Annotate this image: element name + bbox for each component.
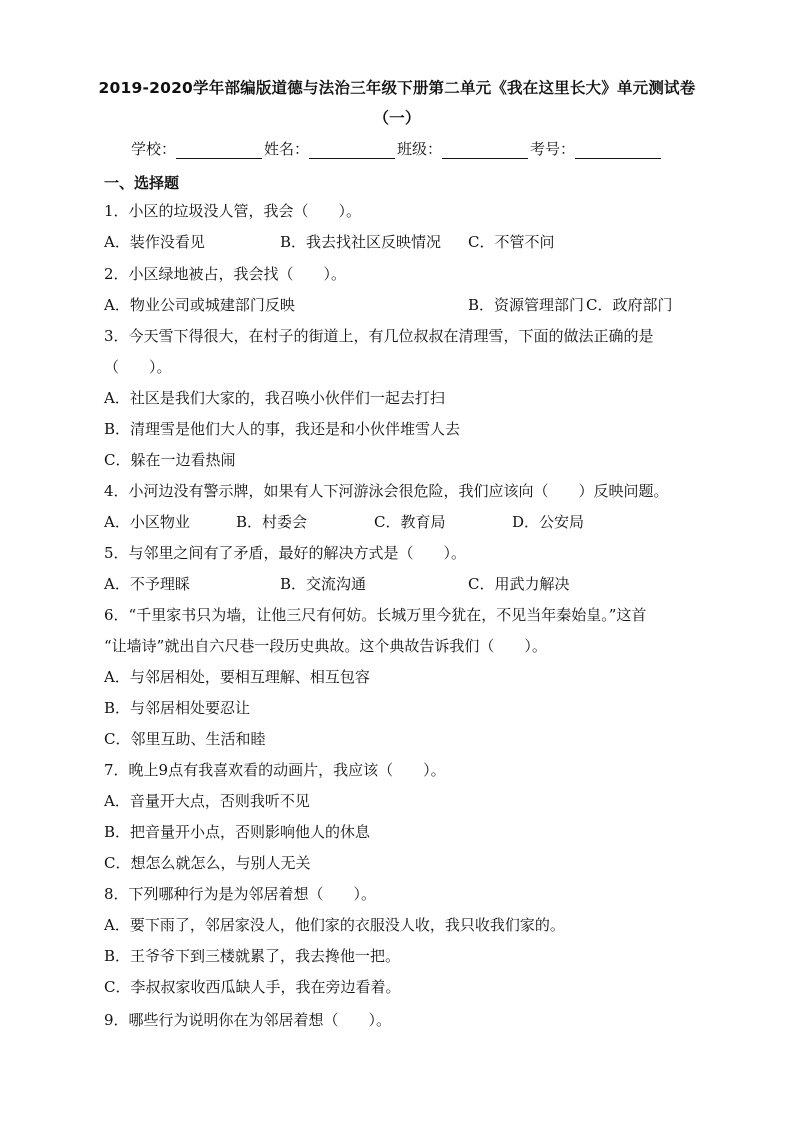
question-8-option-b: B．王爷爷下到三楼就累了，我去搀他一把。	[104, 947, 401, 965]
option-c: C．教育局	[374, 513, 446, 531]
question-1-options	[104, 231, 704, 253]
option-c: C．不管不问	[468, 233, 555, 251]
option-a: A．装作没看见	[104, 233, 205, 251]
question-7: 7．晚上9点有我喜欢看的动画片，我应该（ ）。	[104, 761, 446, 779]
option-a: A．不予理睬	[104, 575, 190, 593]
question-2-options	[104, 294, 704, 316]
school-blank	[176, 143, 262, 159]
question-8: 8．下列哪种行为是为邻居着想（ ）。	[104, 885, 377, 903]
exam-number-blank	[575, 143, 661, 159]
question-6-option-c: C．邻里互助、生活和睦	[104, 730, 266, 748]
question-2: 2．小区绿地被占，我会找（ ）。	[104, 265, 347, 283]
question-6-option-a: A．与邻居相处，要相互理解、相互包容	[104, 668, 370, 686]
question-4-options	[104, 511, 704, 533]
question-7-option-a: A．音量开大点，否则我听不见	[104, 792, 310, 810]
option-b: B．村委会	[236, 513, 308, 531]
question-3-option-a: A．社区是我们大家的，我召唤小伙伴们一起去打扫	[104, 389, 445, 407]
option-c: C．政府部门	[586, 296, 673, 314]
class-field: 班级：	[397, 138, 530, 159]
student-info-row	[0, 138, 794, 159]
question-4: 4．小河边没有警示牌，如果有人下河游泳会很危险，我们应该向（ ）反映问题。	[104, 482, 669, 500]
question-3-option-b: B．清理雪是他们大人的事，我还是和小伙伴堆雪人去	[104, 420, 461, 438]
option-b: B．交流沟通	[280, 575, 367, 593]
question-3-cont: （ ）。	[104, 358, 172, 376]
question-3: 3．今天雪下得很大，在村子的街道上，有几位叔叔在清理雪，下面的做法正确的是	[104, 327, 654, 345]
question-1: 1．小区的垃圾没人管，我会（ ）。	[104, 202, 362, 220]
question-9: 9．哪些行为说明你在为邻居着想（ ）。	[104, 1011, 392, 1029]
question-8-option-c: C．李叔叔家收西瓜缺人手，我在旁边看着。	[104, 978, 401, 996]
question-3-option-c: C．躲在一边看热闹	[104, 451, 236, 469]
section-title: 一、选择题	[104, 174, 180, 192]
question-6-option-b: B．与邻居相处要忍让	[104, 699, 251, 717]
class-blank	[442, 143, 528, 159]
name-blank	[309, 143, 395, 159]
option-b: B．资源管理部门	[468, 296, 585, 314]
exam-title: 2019-2020学年部编版道德与法治三年级下册第二单元《我在这里长大》单元测试卷	[98, 79, 696, 97]
exam-title-subtitle: （一）	[373, 109, 421, 127]
question-6: 6．“千里家书只为墙，让他三尺有何妨。长城万里今犹在，不见当年秦始皇。”这首	[104, 606, 647, 624]
option-b: B．我去找社区反映情况	[280, 233, 442, 251]
option-d: D．公安局	[512, 513, 585, 531]
question-5-options	[104, 573, 704, 595]
question-7-option-b: B．把音量开小点，否则影响他人的休息	[104, 823, 371, 841]
name-field: 姓名：	[264, 138, 397, 159]
option-c: C．用武力解决	[468, 575, 570, 593]
option-a: A．小区物业	[104, 513, 190, 531]
question-5: 5．与邻里之间有了矛盾，最好的解决方式是（ ）。	[104, 544, 467, 562]
question-6-cont: “让墙诗”就出自六尺巷一段历史典故。这个典故告诉我们（ ）。	[104, 637, 547, 655]
question-8-option-a: A．要下雨了，邻居家没人，他们家的衣服没人收，我只收我们家的。	[104, 916, 565, 934]
exam-number-field: 考号：	[530, 138, 663, 159]
question-7-option-c: C．想怎么就怎么，与别人无关	[104, 854, 311, 872]
option-a: A．物业公司或城建部门反映	[104, 296, 295, 314]
school-field: 学校：	[131, 138, 264, 159]
